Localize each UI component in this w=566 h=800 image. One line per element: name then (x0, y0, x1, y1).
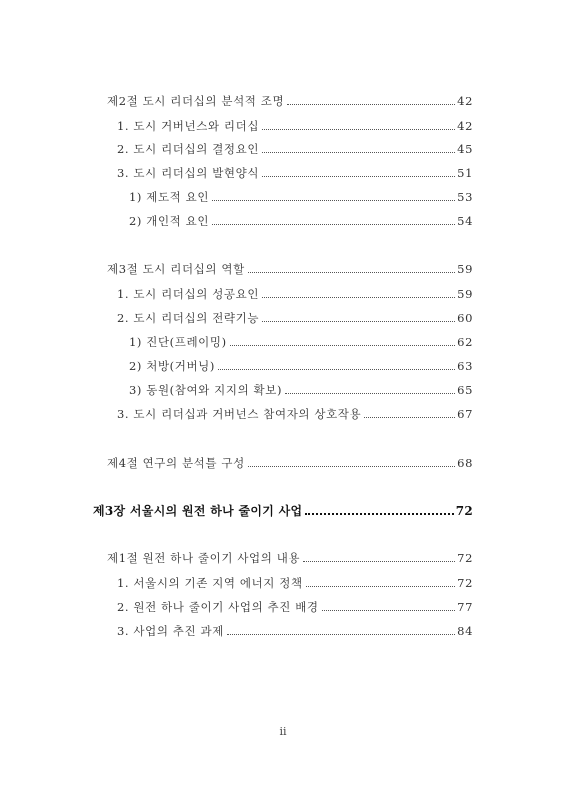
toc-entry-page: 51 (457, 166, 473, 180)
toc-entry-page: 68 (457, 456, 473, 470)
toc-item-entry (129, 379, 473, 397)
toc-item-entry (129, 331, 473, 349)
dot-leader (248, 466, 455, 467)
toc-entry-label: 2) 개인적 요인 (129, 214, 210, 228)
toc-entry-page: 53 (457, 190, 473, 204)
page-number: ii (279, 725, 287, 738)
dot-leader (285, 393, 455, 394)
dot-leader (322, 610, 456, 611)
toc-entry-page: 63 (457, 359, 473, 373)
toc-entry-label: 1. 도시 거버넌스와 리더십 (117, 119, 260, 133)
toc-item-entry (129, 210, 473, 228)
toc-item-entry (129, 355, 473, 373)
toc-subsection-entry (117, 162, 473, 180)
toc-entry-label: 1) 제도적 요인 (129, 190, 210, 204)
dot-leader (287, 104, 455, 105)
dot-leader (262, 129, 455, 130)
toc-chapter-entry (93, 500, 473, 518)
toc-entry-page: 42 (457, 94, 473, 108)
toc-entry-page: 84 (457, 624, 473, 638)
dot-leader (262, 297, 455, 298)
toc-subsection-entry (117, 572, 473, 590)
toc-subsection-entry (117, 403, 473, 421)
toc-section-entry (107, 258, 473, 276)
toc-entry-label: 3. 도시 리더십의 발현양식 (117, 166, 260, 180)
toc-subsection-entry (117, 115, 473, 133)
toc-section-entry (107, 547, 473, 565)
dot-leader (305, 513, 453, 515)
dot-leader (212, 200, 455, 201)
toc-entry-page: 59 (457, 287, 473, 301)
dot-leader (303, 561, 455, 562)
dot-leader (364, 417, 455, 418)
toc-section-entry (107, 452, 473, 470)
toc-subsection-entry (117, 596, 473, 614)
dot-leader (218, 369, 455, 370)
dot-leader (230, 345, 455, 346)
toc-entry-page: 65 (457, 383, 473, 397)
toc-entry-page: 72 (457, 551, 473, 565)
toc-entry-label: 2. 원전 하나 줄이기 사업의 추진 배경 (117, 600, 319, 614)
dot-leader (262, 176, 455, 177)
dot-leader (248, 272, 455, 273)
dot-leader (262, 152, 455, 153)
toc-entry-page: 54 (457, 214, 473, 228)
toc-entry-label: 제1절 원전 하나 줄이기 사업의 내용 (107, 551, 301, 565)
dot-leader (227, 634, 455, 635)
toc-entry-label: 제3절 도시 리더십의 역할 (107, 262, 245, 276)
toc-entry-page: 45 (457, 142, 473, 156)
toc-entry-label: 제4절 연구의 분석틀 구성 (107, 456, 245, 470)
toc-entry-page: 42 (457, 119, 473, 133)
toc-entry-page: 72 (455, 504, 473, 518)
toc-entry-label: 3) 동원(참여와 지지의 확보) (129, 383, 283, 397)
toc-entry-label: 2. 도시 리더십의 전략기능 (117, 311, 260, 325)
toc-subsection-entry (117, 620, 473, 638)
toc-entry-label: 2. 도시 리더십의 결정요인 (117, 142, 260, 156)
dot-leader (306, 586, 455, 587)
toc-entry-label: 3. 사업의 추진 과제 (117, 624, 224, 638)
toc-section-entry (107, 90, 473, 108)
toc-subsection-entry (117, 283, 473, 301)
toc-subsection-entry (117, 307, 473, 325)
toc-entry-page: 59 (457, 262, 473, 276)
toc-entry-label: 3. 도시 리더십과 거버넌스 참여자의 상호작용 (117, 407, 362, 421)
toc-entry-page: 60 (457, 311, 473, 325)
toc-entry-label: 1) 진단(프레이밍) (129, 335, 227, 349)
toc-entry-label: 1. 도시 리더십의 성공요인 (117, 287, 260, 301)
toc-subsection-entry (117, 138, 473, 156)
toc-entry-page: 72 (457, 576, 473, 590)
dot-leader (212, 224, 455, 225)
dot-leader (262, 321, 455, 322)
toc-entry-page: 67 (457, 407, 473, 421)
toc-entry-page: 77 (457, 600, 473, 614)
toc-entry-page: 62 (457, 335, 473, 349)
toc-entry-label: 제3장 서울시의 원전 하나 줄이기 사업 (93, 504, 303, 518)
toc-entry-label: 제2절 도시 리더십의 분석적 조명 (107, 94, 285, 108)
toc-entry-label: 1. 서울시의 기존 지역 에너지 정책 (117, 576, 303, 590)
toc-item-entry (129, 186, 473, 204)
toc-entry-label: 2) 처방(거버닝) (129, 359, 215, 373)
